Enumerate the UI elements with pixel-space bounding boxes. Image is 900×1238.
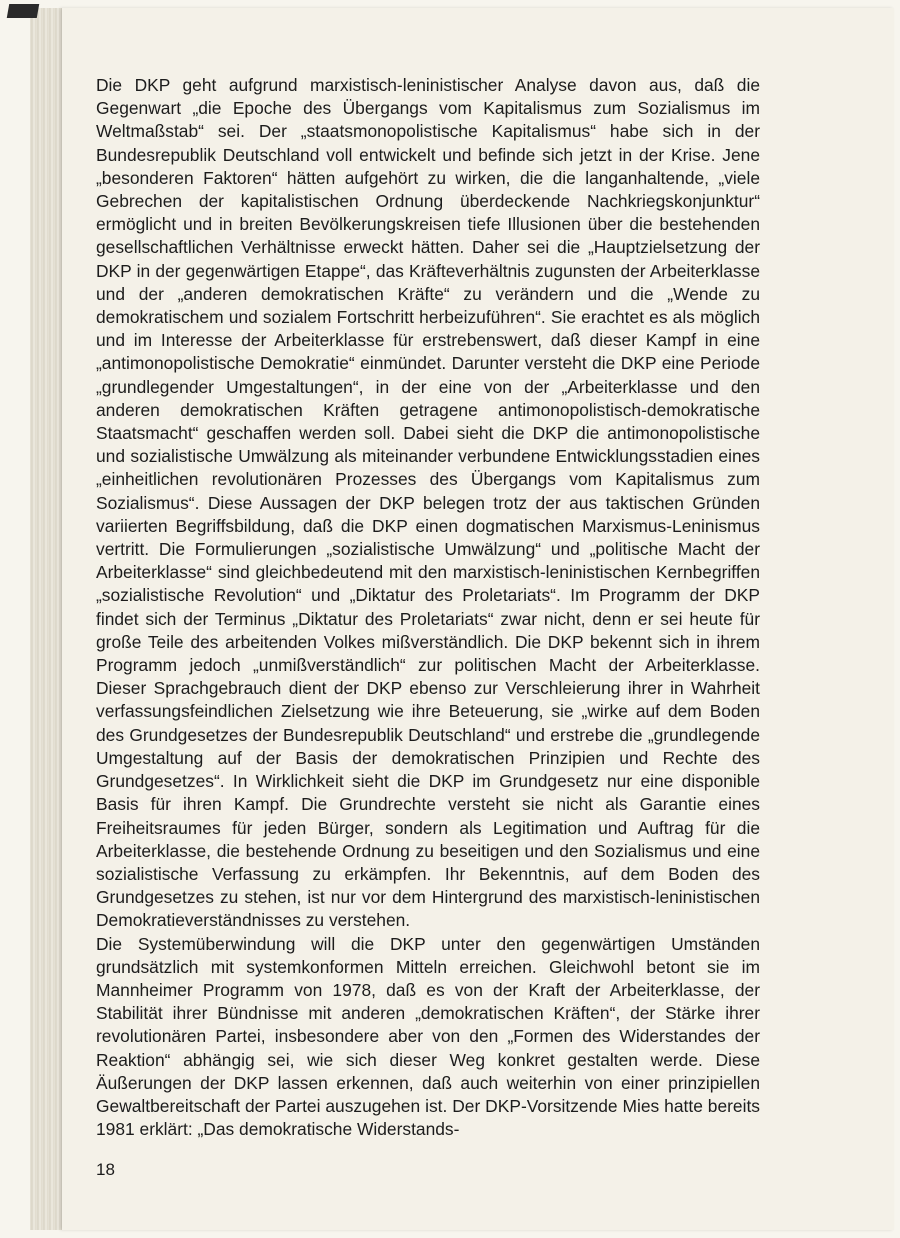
- page-number: 18: [96, 1160, 115, 1179]
- corner-mark: [7, 4, 39, 18]
- body-text: [96, 74, 760, 1141]
- paragraph-2: Die Systemüberwindung will die DKP unter den gegenwärtigen Umständen grundsätzlich mit systemkonformen Mitteln erreichen. Gleichwohl betont sie im Mannheimer Programm von 1978, daß es von der Kraft der Arbeiterklasse, der Stabilität ihrer Bündnisse mit anderen „demokratischen Kräften“, der Stärke ihrer revolutionären Partei, insbesondere aber von den „Formen des Widerstandes der Reaktion“ abhängig sei, wie sich dieser Weg konkret gestalten werde. Diese Äußerungen der DKP lassen erkennen, daß auch weiterhin von einer prinzipiellen Gewaltbereitschaft der Partei auszugehen ist. Der DKP-Vorsitzende Mies hatte bereits 1981 erklärt: „Das demokratische Widerstands-: [96, 933, 760, 1140]
- paragraph-1: Die DKP geht aufgrund marxistisch-leninistischer Analyse davon aus, daß die Gegenwart „die Epoche des Übergangs vom Kapitalismus zum Sozialismus im Weltmaßstab“ sei. Der „staatsmonopolistische Kapitalismus“ habe sich in der Bundesrepublik Deutschland voll entwickelt und befinde sich jetzt in der Krise. Jene „besonderen Faktoren“ hätten aufgehört zu wirken, die die langanhaltende, „viele Gebrechen der kapitalistischen Ordnung überdeckende Nachkriegskonjunktur“ ermöglicht und in breiten Bevölkerungskreisen tiefe Illusionen über die bestehenden gesellschaftlichen Verhältnisse erweckt hätten. Daher sei die „Hauptzielsetzung der DKP in der gegenwärtigen Etappe“, das Kräfteverhältnis zugunsten der Arbeiterklasse und der „anderen demokratischen Kräfte“ zu verändern und die „Wende zu demokratischem und sozialem Fortschritt herbeizuführen“. Sie erachtet es als möglich und im Interesse der Arbeiterklasse für erstrebenswert, daß dieser Kampf in eine „antimonopolistische Demokratie“ einmündet. Darunter versteht die DKP eine Periode „grundlegender Umgestaltungen“, in der eine von der „Arbeiterklasse und den anderen demokratischen Kräften getragene antimonopolistisch-demokratische Staatsmacht“ geschaffen werden soll. Dabei sieht die DKP die antimonopolistische und sozialistische Umwälzung als miteinander verbundene Entwicklungsstadien eines „einheitlichen revolutionären Prozesses des Übergangs vom Kapitalismus zum Sozialismus“. Diese Aussagen der DKP belegen trotz der aus taktischen Gründen variierten Begriffsbildung, daß die DKP einen dogmatischen Marxismus-Leninismus vertritt. Die Formulierungen „sozialistische Umwälzung“ und „politische Macht der Arbeiterklasse“ sind gleichbedeutend mit den marxistisch-leninistischen Kernbegriffen „sozialistische Revolution“ und „Diktatur des Proletariats“. Im Programm der DKP findet sich der Terminus „Diktatur des Proletariats“ zwar nicht, denn er sei heute für große Teile des arbeitenden Volkes mißverständlich. Die DKP bekennt sich in ihrem Programm jedoch „unmißverständlich“ zur politischen Macht der Arbeiterklasse. Dieser Sprachgebrauch dient der DKP ebenso zur Verschleierung ihrer in Wahrheit verfassungsfeindlichen Zielsetzung wie ihre Beteuerung, sie „wirke auf dem Boden des Grundgesetzes der Bundesrepublik Deutschland“ und erstrebe die „grundlegende Umgestaltung auf der Basis der demokratischen Prinzipien und Rechte des Grundgesetzes“. In Wirklichkeit sieht die DKP im Grundgesetz nur eine disponible Basis für ihren Kampf. Die Grundrechte versteht sie nicht als Garantie eines Freiheitsraumes für jeden Bürger, sondern als Legitimation und Auftrag für die Arbeiterklasse, die bestehende Ordnung zu beseitigen und den Sozialismus und eine sozialistische Verfassung zu erkämpfen. Ihr Bekenntnis, auf dem Boden des Grundgesetzes zu stehen, ist nur vor dem Hintergrund des marxistisch-leninistischen Demokratieverständnisses zu verstehen.: [96, 75, 760, 931]
